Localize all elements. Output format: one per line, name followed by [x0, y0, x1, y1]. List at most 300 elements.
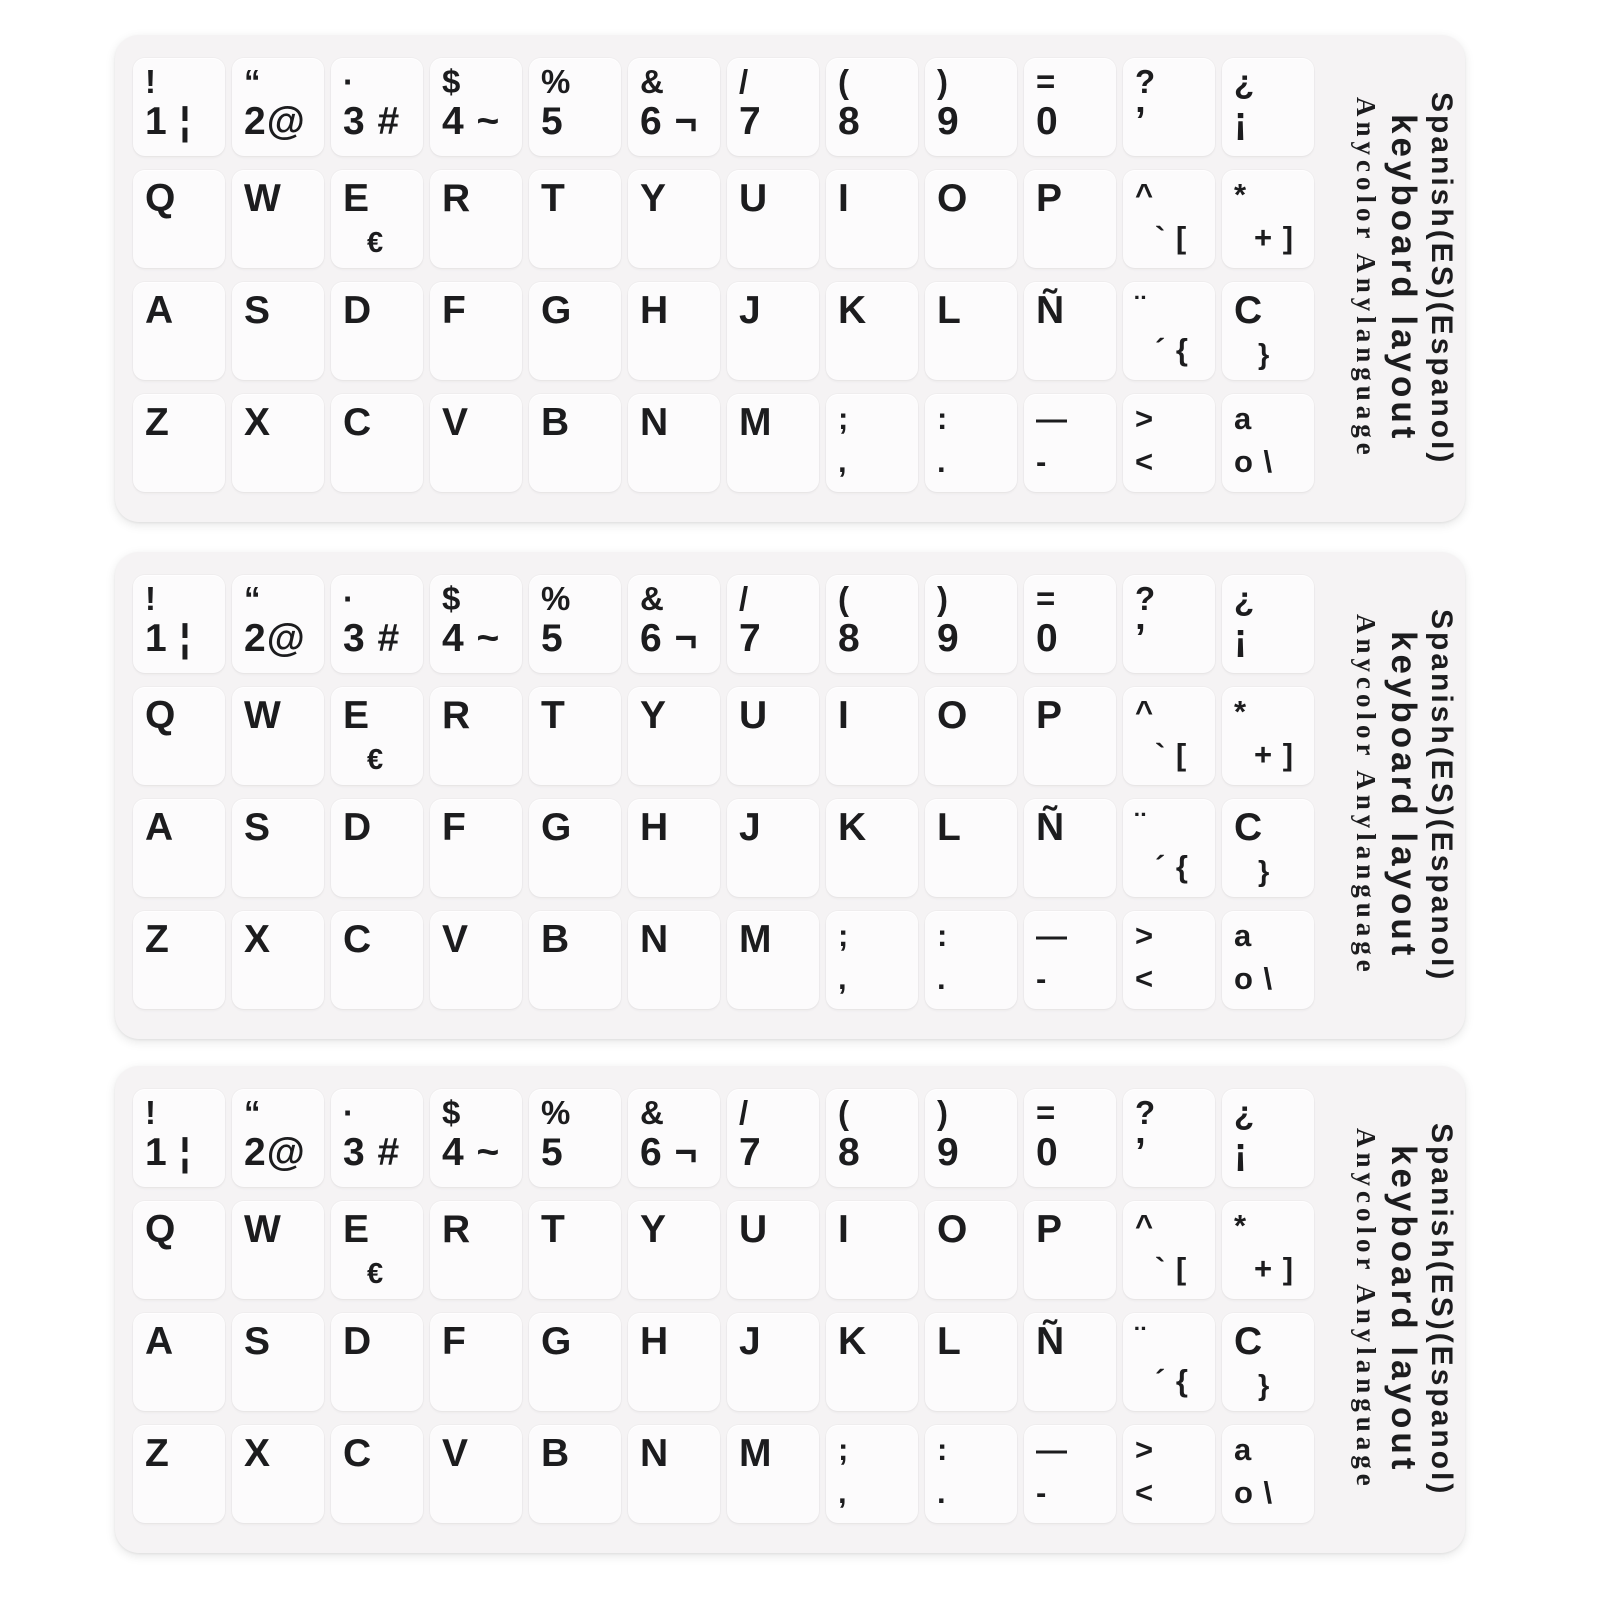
key-top-label: $ [442, 1094, 462, 1131]
key-bottom-label: 6 ¬ [640, 99, 699, 143]
key-bottom-label: 4 ~ [442, 616, 501, 660]
key-top-label: K [838, 1320, 868, 1363]
key-4 [430, 575, 522, 673]
key-o [925, 687, 1017, 785]
side-label [1348, 35, 1459, 522]
key-j [727, 799, 819, 897]
key-top-label: Q [145, 694, 177, 737]
key-top-label: % [541, 63, 572, 100]
key-f [430, 799, 522, 897]
key-top-label: D [343, 806, 373, 849]
key-top-label: > [1135, 1432, 1155, 1467]
key-l [925, 282, 1017, 380]
key-bottom-label: , [838, 443, 848, 479]
key-top-label: · [343, 1094, 355, 1131]
key-top-label: C [1234, 289, 1264, 332]
key-top-label: % [541, 580, 572, 617]
key-5 [529, 575, 621, 673]
key-m [727, 1425, 819, 1523]
key-bottom-label: < [1135, 443, 1155, 479]
key-t [529, 170, 621, 268]
key-top-label: Q [145, 1208, 177, 1251]
key-top-label: / [739, 63, 750, 100]
key-bottom-label: - [1036, 1474, 1048, 1510]
key-underscore-hyphen [1024, 394, 1116, 492]
key-3 [331, 575, 423, 673]
key-s [232, 799, 324, 897]
key-c [331, 394, 423, 492]
key-k [826, 282, 918, 380]
key-top-label: Y [640, 1208, 668, 1251]
key-bottom-label: 2@ [244, 99, 306, 143]
key-y [628, 170, 720, 268]
key-top-label: ¿ [1234, 1094, 1256, 1131]
key-top-label: U [739, 694, 769, 737]
key-top-label: * [1234, 177, 1248, 212]
key-top-label: ) [937, 1094, 949, 1131]
key-top-label: O [937, 177, 969, 220]
sticker-sheet [115, 552, 1465, 1039]
key-top-label: & [640, 63, 665, 100]
side-label [1348, 552, 1459, 1039]
key-top-label: J [739, 1320, 762, 1363]
key-bottom-label: - [1036, 443, 1048, 479]
key-bottom-label: ¡ [1234, 1130, 1248, 1174]
key-top-label: W [244, 694, 282, 737]
key-top-label: > [1135, 918, 1155, 953]
key-grid [133, 58, 1314, 492]
key-top-label: I [838, 694, 850, 737]
key-5 [529, 1089, 621, 1187]
key-bottom-label: ¡ [1234, 99, 1248, 143]
key-top-label: V [442, 401, 470, 444]
key-angle-brackets [1123, 911, 1215, 1009]
side-label-line2: keyboard layout [1384, 114, 1423, 443]
key-top-label: I [838, 177, 850, 220]
key-top-label: ; [838, 1432, 850, 1467]
key-top-label: G [541, 806, 573, 849]
key-x [232, 394, 324, 492]
key-top-label: * [1234, 1208, 1248, 1243]
key-underscore-hyphen [1024, 911, 1116, 1009]
key-t [529, 687, 621, 785]
key-bottom-label: 7 [739, 99, 762, 143]
key-1 [133, 58, 225, 156]
key-bottom-label: 8 [838, 616, 861, 660]
key-top-label: M [739, 918, 773, 961]
side-label-line3: Anycolor Anylanguage [1350, 614, 1381, 977]
key-umlaut-brace [1123, 1313, 1215, 1411]
key-c [331, 911, 423, 1009]
key-bottom-label: < [1135, 960, 1155, 996]
side-label-line1: Spanish(ES)(Espanol) [1425, 91, 1458, 466]
key-m [727, 394, 819, 492]
key-top-label: Z [145, 1432, 170, 1475]
key-top-label: * [1234, 694, 1248, 729]
key-w [232, 170, 324, 268]
key-y [628, 1201, 720, 1299]
key-bottom-label: 9 [937, 616, 960, 660]
key-bottom-label: 0 [1036, 1130, 1059, 1174]
key-t [529, 1201, 621, 1299]
key-top-label: E [343, 694, 371, 737]
key-top-label: B [541, 401, 571, 444]
key-g [529, 1313, 621, 1411]
key-top-label: ; [838, 401, 850, 436]
key-u [727, 687, 819, 785]
key-bottom-label: 2@ [244, 1130, 306, 1174]
key-inverted-exclamation [1222, 1089, 1314, 1187]
key-6 [628, 58, 720, 156]
key-top-label: S [244, 1320, 272, 1363]
key-z [133, 394, 225, 492]
key-y [628, 687, 720, 785]
key-top-label: J [739, 806, 762, 849]
key-bottom-label: . [937, 443, 947, 479]
key-umlaut-brace [1123, 799, 1215, 897]
key-s [232, 1313, 324, 1411]
key-top-label: F [442, 1320, 467, 1363]
key-top-label: E [343, 1208, 371, 1251]
key-top-label: B [541, 918, 571, 961]
key-top-label: P [1036, 694, 1064, 737]
key-semicolon-comma [826, 1425, 918, 1523]
key-i [826, 1201, 918, 1299]
key-4 [430, 58, 522, 156]
key-bottom-label: < [1135, 1474, 1155, 1510]
key-c-cedilla-brace [1222, 799, 1314, 897]
key-z [133, 911, 225, 1009]
key-6 [628, 575, 720, 673]
key-bottom-label: 3 # [343, 616, 401, 660]
key-top-label: ( [838, 1094, 850, 1131]
key-3 [331, 1089, 423, 1187]
key-top-label: Ñ [1036, 1320, 1066, 1363]
key-top-label: Z [145, 918, 170, 961]
key-top-label: X [244, 401, 272, 444]
key-bottom-label: € [367, 743, 385, 776]
key-top-label: ¿ [1234, 580, 1256, 617]
key-d [331, 1313, 423, 1411]
key-top-label: ^ [1135, 694, 1155, 729]
key-top-label: J [739, 289, 762, 332]
key-bottom-label: 2@ [244, 616, 306, 660]
key-top-label: F [442, 289, 467, 332]
key-top-label: ¨ [1135, 1320, 1147, 1355]
key-bottom-label: 1 ¦ [145, 1130, 192, 1174]
key-semicolon-comma [826, 394, 918, 492]
key-8 [826, 575, 918, 673]
key-b [529, 394, 621, 492]
key-top-label: L [937, 289, 962, 332]
key-e [331, 687, 423, 785]
key-bottom-label: 0 [1036, 616, 1059, 660]
key-bottom-label: 1 ¦ [145, 99, 192, 143]
key-j [727, 1313, 819, 1411]
key-bottom-label: 8 [838, 99, 861, 143]
key-2 [232, 575, 324, 673]
key-top-label: V [442, 918, 470, 961]
key-e [331, 170, 423, 268]
key-8 [826, 58, 918, 156]
key-d [331, 799, 423, 897]
key-top-label: = [1036, 580, 1057, 617]
key-top-label: ? [1135, 580, 1157, 617]
key-colon-period [925, 394, 1017, 492]
key-bottom-label: } [1258, 338, 1271, 371]
key-top-label: K [838, 289, 868, 332]
key-top-label: = [1036, 1094, 1057, 1131]
key-b [529, 911, 621, 1009]
key-top-label: ! [145, 580, 157, 617]
key-bottom-label: ` [ [1155, 1250, 1188, 1286]
key-top-label: K [838, 806, 868, 849]
key-top-label: & [640, 580, 665, 617]
key-top-label: > [1135, 401, 1155, 436]
key-q [133, 1201, 225, 1299]
key-bottom-label: 7 [739, 1130, 762, 1174]
key-top-label: L [937, 1320, 962, 1363]
key-bottom-label: 4 ~ [442, 1130, 501, 1174]
key-bottom-label: , [838, 960, 848, 996]
key-top-label: Ñ [1036, 806, 1066, 849]
key-z [133, 1425, 225, 1523]
key-w [232, 1201, 324, 1299]
sticker-sheet [115, 35, 1465, 522]
key-bottom-label: + ] [1254, 219, 1295, 255]
key-ordinal-backslash [1222, 394, 1314, 492]
key-r [430, 1201, 522, 1299]
key-ntilde [1024, 282, 1116, 380]
key-apostrophe [1123, 575, 1215, 673]
key-b [529, 1425, 621, 1523]
key-ordinal-backslash [1222, 911, 1314, 1009]
key-3 [331, 58, 423, 156]
key-top-label: — [1036, 918, 1068, 953]
key-inverted-exclamation [1222, 58, 1314, 156]
key-top-label: “ [244, 63, 262, 100]
side-label-line3: Anycolor Anylanguage [1350, 97, 1381, 460]
key-o [925, 170, 1017, 268]
key-top-label: W [244, 1208, 282, 1251]
key-g [529, 282, 621, 380]
side-label [1348, 1066, 1459, 1553]
key-top-label: O [937, 694, 969, 737]
key-top-label: · [343, 580, 355, 617]
key-bottom-label: 8 [838, 1130, 861, 1174]
key-top-label: ? [1135, 63, 1157, 100]
key-u [727, 170, 819, 268]
key-top-label: Z [145, 401, 170, 444]
key-top-label: S [244, 289, 272, 332]
key-top-label: C [1234, 806, 1264, 849]
key-top-label: B [541, 1432, 571, 1475]
key-top-label: D [343, 289, 373, 332]
key-top-label: T [541, 1208, 566, 1251]
key-top-label: P [1036, 1208, 1064, 1251]
key-bottom-label: + ] [1254, 1250, 1295, 1286]
key-top-label: N [640, 1432, 670, 1475]
key-c-cedilla-brace [1222, 1313, 1314, 1411]
key-top-label: — [1036, 401, 1068, 436]
key-top-label: N [640, 918, 670, 961]
key-bottom-label: ´ { [1155, 1362, 1189, 1398]
key-top-label: D [343, 1320, 373, 1363]
key-q [133, 170, 225, 268]
key-bottom-label: 0 [1036, 99, 1059, 143]
key-top-label: M [739, 1432, 773, 1475]
key-bottom-label: - [1036, 960, 1048, 996]
key-top-label: : [937, 1432, 949, 1467]
key-4 [430, 1089, 522, 1187]
key-underscore-hyphen [1024, 1425, 1116, 1523]
key-top-label: A [145, 289, 175, 332]
key-colon-period [925, 1425, 1017, 1523]
key-top-label: $ [442, 580, 462, 617]
key-bottom-label: ´ { [1155, 848, 1189, 884]
key-top-label: / [739, 1094, 750, 1131]
key-q [133, 687, 225, 785]
side-label-line1: Spanish(ES)(Espanol) [1425, 1122, 1458, 1497]
key-ntilde [1024, 1313, 1116, 1411]
key-top-label: ¨ [1135, 289, 1147, 324]
key-top-label: G [541, 289, 573, 332]
key-top-label: T [541, 694, 566, 737]
key-top-label: a [1234, 918, 1253, 953]
key-top-label: C [1234, 1320, 1264, 1363]
key-bottom-label: o \ [1234, 443, 1274, 479]
key-bottom-label: € [367, 1257, 385, 1290]
key-top-label: V [442, 1432, 470, 1475]
key-top-label: & [640, 1094, 665, 1131]
key-top-label: F [442, 806, 467, 849]
key-ordinal-backslash [1222, 1425, 1314, 1523]
key-bottom-label: . [937, 960, 947, 996]
key-top-label: ^ [1135, 1208, 1155, 1243]
key-bottom-label: 4 ~ [442, 99, 501, 143]
key-k [826, 1313, 918, 1411]
key-a [133, 1313, 225, 1411]
key-plus-bracket [1222, 687, 1314, 785]
key-top-label: ( [838, 580, 850, 617]
key-angle-brackets [1123, 394, 1215, 492]
key-top-label: A [145, 1320, 175, 1363]
key-2 [232, 58, 324, 156]
key-bottom-label: 5 [541, 99, 564, 143]
key-a [133, 799, 225, 897]
key-h [628, 1313, 720, 1411]
key-top-label: I [838, 1208, 850, 1251]
key-5 [529, 58, 621, 156]
key-e [331, 1201, 423, 1299]
key-bottom-label: 3 # [343, 1130, 401, 1174]
key-ntilde [1024, 799, 1116, 897]
key-r [430, 687, 522, 785]
key-2 [232, 1089, 324, 1187]
key-semicolon-comma [826, 911, 918, 1009]
key-top-label: : [937, 401, 949, 436]
key-top-label: ) [937, 580, 949, 617]
key-bottom-label: € [367, 226, 385, 259]
key-l [925, 799, 1017, 897]
key-p [1024, 1201, 1116, 1299]
key-colon-period [925, 911, 1017, 1009]
key-top-label: E [343, 177, 371, 220]
key-v [430, 911, 522, 1009]
key-n [628, 911, 720, 1009]
key-top-label: Y [640, 694, 668, 737]
key-n [628, 1425, 720, 1523]
key-plus-bracket [1222, 1201, 1314, 1299]
key-bottom-label: 6 ¬ [640, 1130, 699, 1174]
key-grave-bracket [1123, 1201, 1215, 1299]
key-i [826, 687, 918, 785]
key-top-label: $ [442, 63, 462, 100]
key-9 [925, 58, 1017, 156]
key-apostrophe [1123, 58, 1215, 156]
side-label-line3: Anycolor Anylanguage [1350, 1128, 1381, 1491]
key-s [232, 282, 324, 380]
key-f [430, 282, 522, 380]
key-top-label: A [145, 806, 175, 849]
key-top-label: R [442, 1208, 472, 1251]
key-top-label: · [343, 63, 355, 100]
key-k [826, 799, 918, 897]
key-p [1024, 170, 1116, 268]
key-top-label: W [244, 177, 282, 220]
key-bottom-label: ¡ [1234, 616, 1248, 660]
key-1 [133, 1089, 225, 1187]
key-bottom-label: 5 [541, 1130, 564, 1174]
key-top-label: “ [244, 1094, 262, 1131]
key-7 [727, 575, 819, 673]
key-top-label: — [1036, 1432, 1068, 1467]
key-top-label: X [244, 918, 272, 961]
key-grave-bracket [1123, 687, 1215, 785]
key-top-label: S [244, 806, 272, 849]
key-top-label: H [640, 806, 670, 849]
key-bottom-label: ` [ [1155, 219, 1188, 255]
key-angle-brackets [1123, 1425, 1215, 1523]
key-inverted-exclamation [1222, 575, 1314, 673]
key-top-label: = [1036, 63, 1057, 100]
key-top-label: / [739, 580, 750, 617]
side-label-line2: keyboard layout [1384, 1145, 1423, 1474]
key-top-label: H [640, 1320, 670, 1363]
key-a [133, 282, 225, 380]
sticker-sheet [115, 1066, 1465, 1553]
key-top-label: : [937, 918, 949, 953]
key-c-cedilla-brace [1222, 282, 1314, 380]
key-grid [133, 1089, 1314, 1523]
key-top-label: C [343, 401, 373, 444]
key-bottom-label: } [1258, 855, 1271, 888]
key-h [628, 799, 720, 897]
key-1 [133, 575, 225, 673]
key-x [232, 1425, 324, 1523]
key-top-label: C [343, 918, 373, 961]
key-0 [1024, 58, 1116, 156]
key-top-label: “ [244, 580, 262, 617]
side-label-line1: Spanish(ES)(Espanol) [1425, 608, 1458, 983]
key-bottom-label: ’ [1135, 616, 1147, 660]
key-top-label: U [739, 177, 769, 220]
key-w [232, 687, 324, 785]
key-top-label: ¨ [1135, 806, 1147, 841]
key-bottom-label: o \ [1234, 1474, 1274, 1510]
key-9 [925, 575, 1017, 673]
key-grid [133, 575, 1314, 1009]
